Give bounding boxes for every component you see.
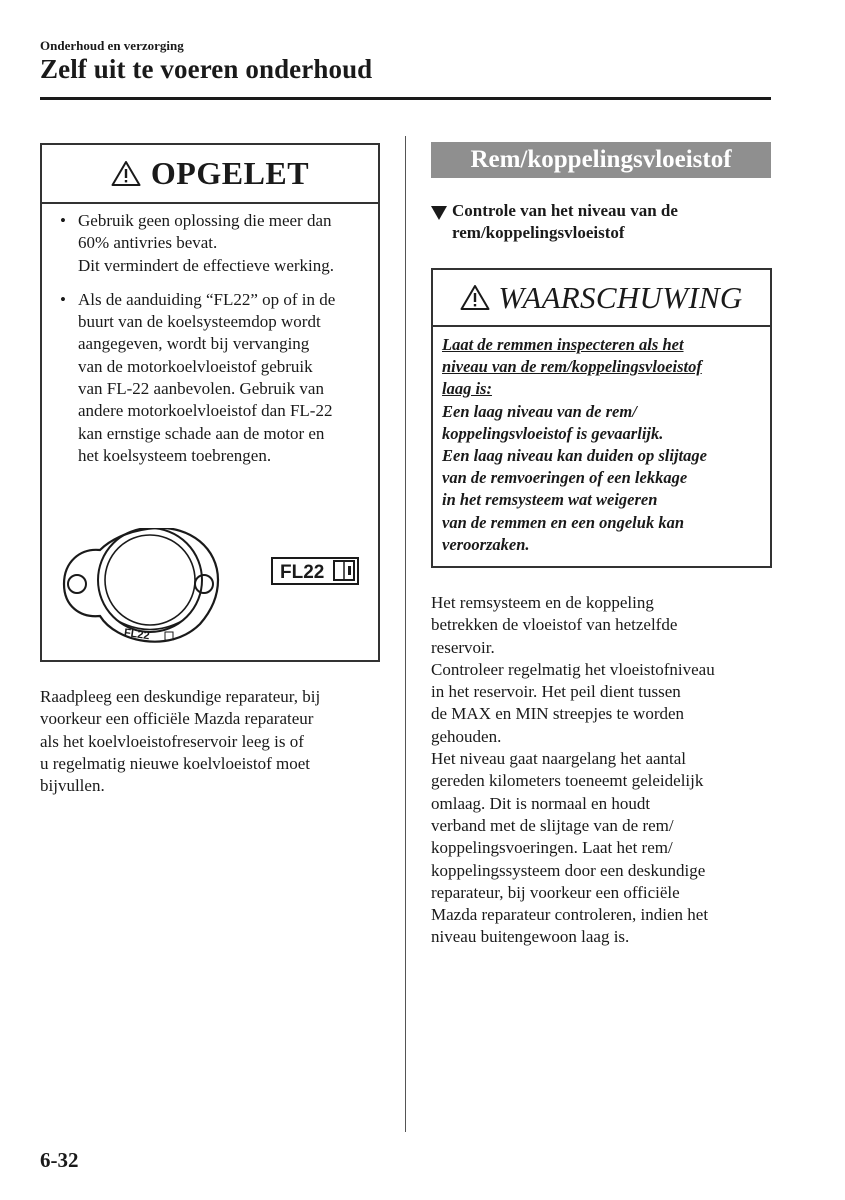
fl22-label: FL22 <box>280 562 325 583</box>
warning-body <box>442 334 767 556</box>
body-line: bijvullen. <box>40 776 105 796</box>
body-line: Raadpleeg een deskundige reparateur, bij <box>40 687 321 706</box>
body-line: reservoir. <box>431 637 495 657</box>
body-line: reparateur, bij voorkeur een officiële <box>431 882 680 902</box>
body-line: Mazda reparateur controleren, indien het <box>431 905 709 925</box>
caution-bullets <box>58 210 376 479</box>
warning-line: laag is: <box>442 379 492 399</box>
bullet-line: Gebruik geen oplossing die meer dan <box>78 211 332 230</box>
bullet-line: andere motorkoelvloeistof dan FL-22 <box>78 401 333 421</box>
body-line: Het remsysteem en de koppeling <box>431 593 654 612</box>
bullet-line: kan ernstige schade aan de motor en <box>78 423 325 443</box>
bullet-dot-icon: • <box>60 289 66 309</box>
body-line: koppelingsvoeringen. Laat het rem/ <box>431 838 673 858</box>
warning-triangle-icon <box>111 160 141 187</box>
section-heading: Rem/koppelingsvloeistof <box>431 142 771 178</box>
body-line: in het reservoir. Het peil dient tussen <box>431 682 681 702</box>
title-rule <box>40 97 771 100</box>
body-line: niveau buitengewoon laag is. <box>431 927 630 947</box>
right-body-text <box>431 592 771 949</box>
body-line: gehouden. <box>431 726 502 746</box>
body-line: verband met de slijtage van de rem/ <box>431 815 674 835</box>
warning-line: veroorzaken. <box>442 534 530 554</box>
body-line: u regelmatig nieuwe koelvloeistof moet <box>40 753 311 773</box>
section-label: Onderhoud en verzorging <box>40 38 184 53</box>
bullet-line: 60% antivries bevat. <box>78 233 218 253</box>
warning-line: niveau van de rem/koppelingsvloeistof <box>442 357 702 377</box>
caution-header <box>42 145 378 204</box>
bullet-line: buurt van de koelsysteemdop wordt <box>78 312 321 332</box>
subheading <box>431 200 771 244</box>
subheading-line: Controle van het niveau van de <box>452 201 678 220</box>
body-line: voorkeur een officiële Mazda reparateur <box>40 709 314 729</box>
coolant-cap-illustration <box>60 528 360 650</box>
page-number: 6-32 <box>40 1148 79 1172</box>
warning-box <box>431 268 772 568</box>
body-line: als het koelvloeistofreservoir leeg is of <box>40 731 304 751</box>
warning-title: WAARSCHUWING <box>498 279 743 315</box>
caution-box <box>40 143 380 662</box>
subheading-line: rem/koppelingsvloeistof <box>452 223 625 242</box>
body-line: gereden kilometers toeneemt geleidelijk <box>431 771 704 791</box>
caution-bullet <box>58 210 376 277</box>
bullet-line: van FL-22 aanbevolen. Gebruik van <box>78 379 324 399</box>
body-line: omlaag. Dit is normaal en houdt <box>431 793 651 813</box>
caution-bullet <box>58 289 376 467</box>
warning-line: Een laag niveau van de rem/ <box>442 401 637 421</box>
warning-line: koppelingsvloeistof is gevaarlijk. <box>442 423 664 443</box>
left-body-text <box>40 686 380 797</box>
caution-title: OPGELET <box>150 155 310 191</box>
bullet-line: het koelsysteem toebrengen. <box>78 445 272 465</box>
warning-line: Laat de remmen inspecteren als het <box>442 335 684 354</box>
bullet-line: Als de aanduiding “FL22” op of in de <box>78 289 336 309</box>
warning-line: in het remsysteem wat weigeren <box>442 490 658 510</box>
bullet-line: van de motorkoelvloeistof gebruik <box>78 356 313 376</box>
warning-line: van de remvoeringen of een lekkage <box>442 468 688 488</box>
bullet-line: aangegeven, wordt bij vervanging <box>78 334 310 354</box>
warning-triangle-icon <box>460 284 490 311</box>
warning-line: Een laag niveau kan duiden op slijtage <box>442 446 707 466</box>
triangle-down-icon <box>431 204 447 226</box>
warning-line: van de remmen en een ongeluk kan <box>442 512 684 532</box>
page-title: Zelf uit te voeren onderhoud <box>40 54 373 84</box>
body-line: koppelingssysteem door een deskundige <box>431 860 706 880</box>
column-divider <box>405 136 406 1132</box>
body-line: betrekken de vloeistof van hetzelfde <box>431 615 678 635</box>
bullet-line: Dit vermindert de effectieve werking. <box>78 255 334 275</box>
body-line: de MAX en MIN streepjes te worden <box>431 704 685 724</box>
bullet-dot-icon: • <box>60 211 66 230</box>
warning-header <box>433 270 770 327</box>
book-icon <box>334 561 354 580</box>
body-line: Controleer regelmatig het vloeistofniveau <box>431 659 715 679</box>
body-line: Het niveau gaat naargelang het aantal <box>431 749 687 769</box>
cap-label: FL22 <box>123 626 151 643</box>
